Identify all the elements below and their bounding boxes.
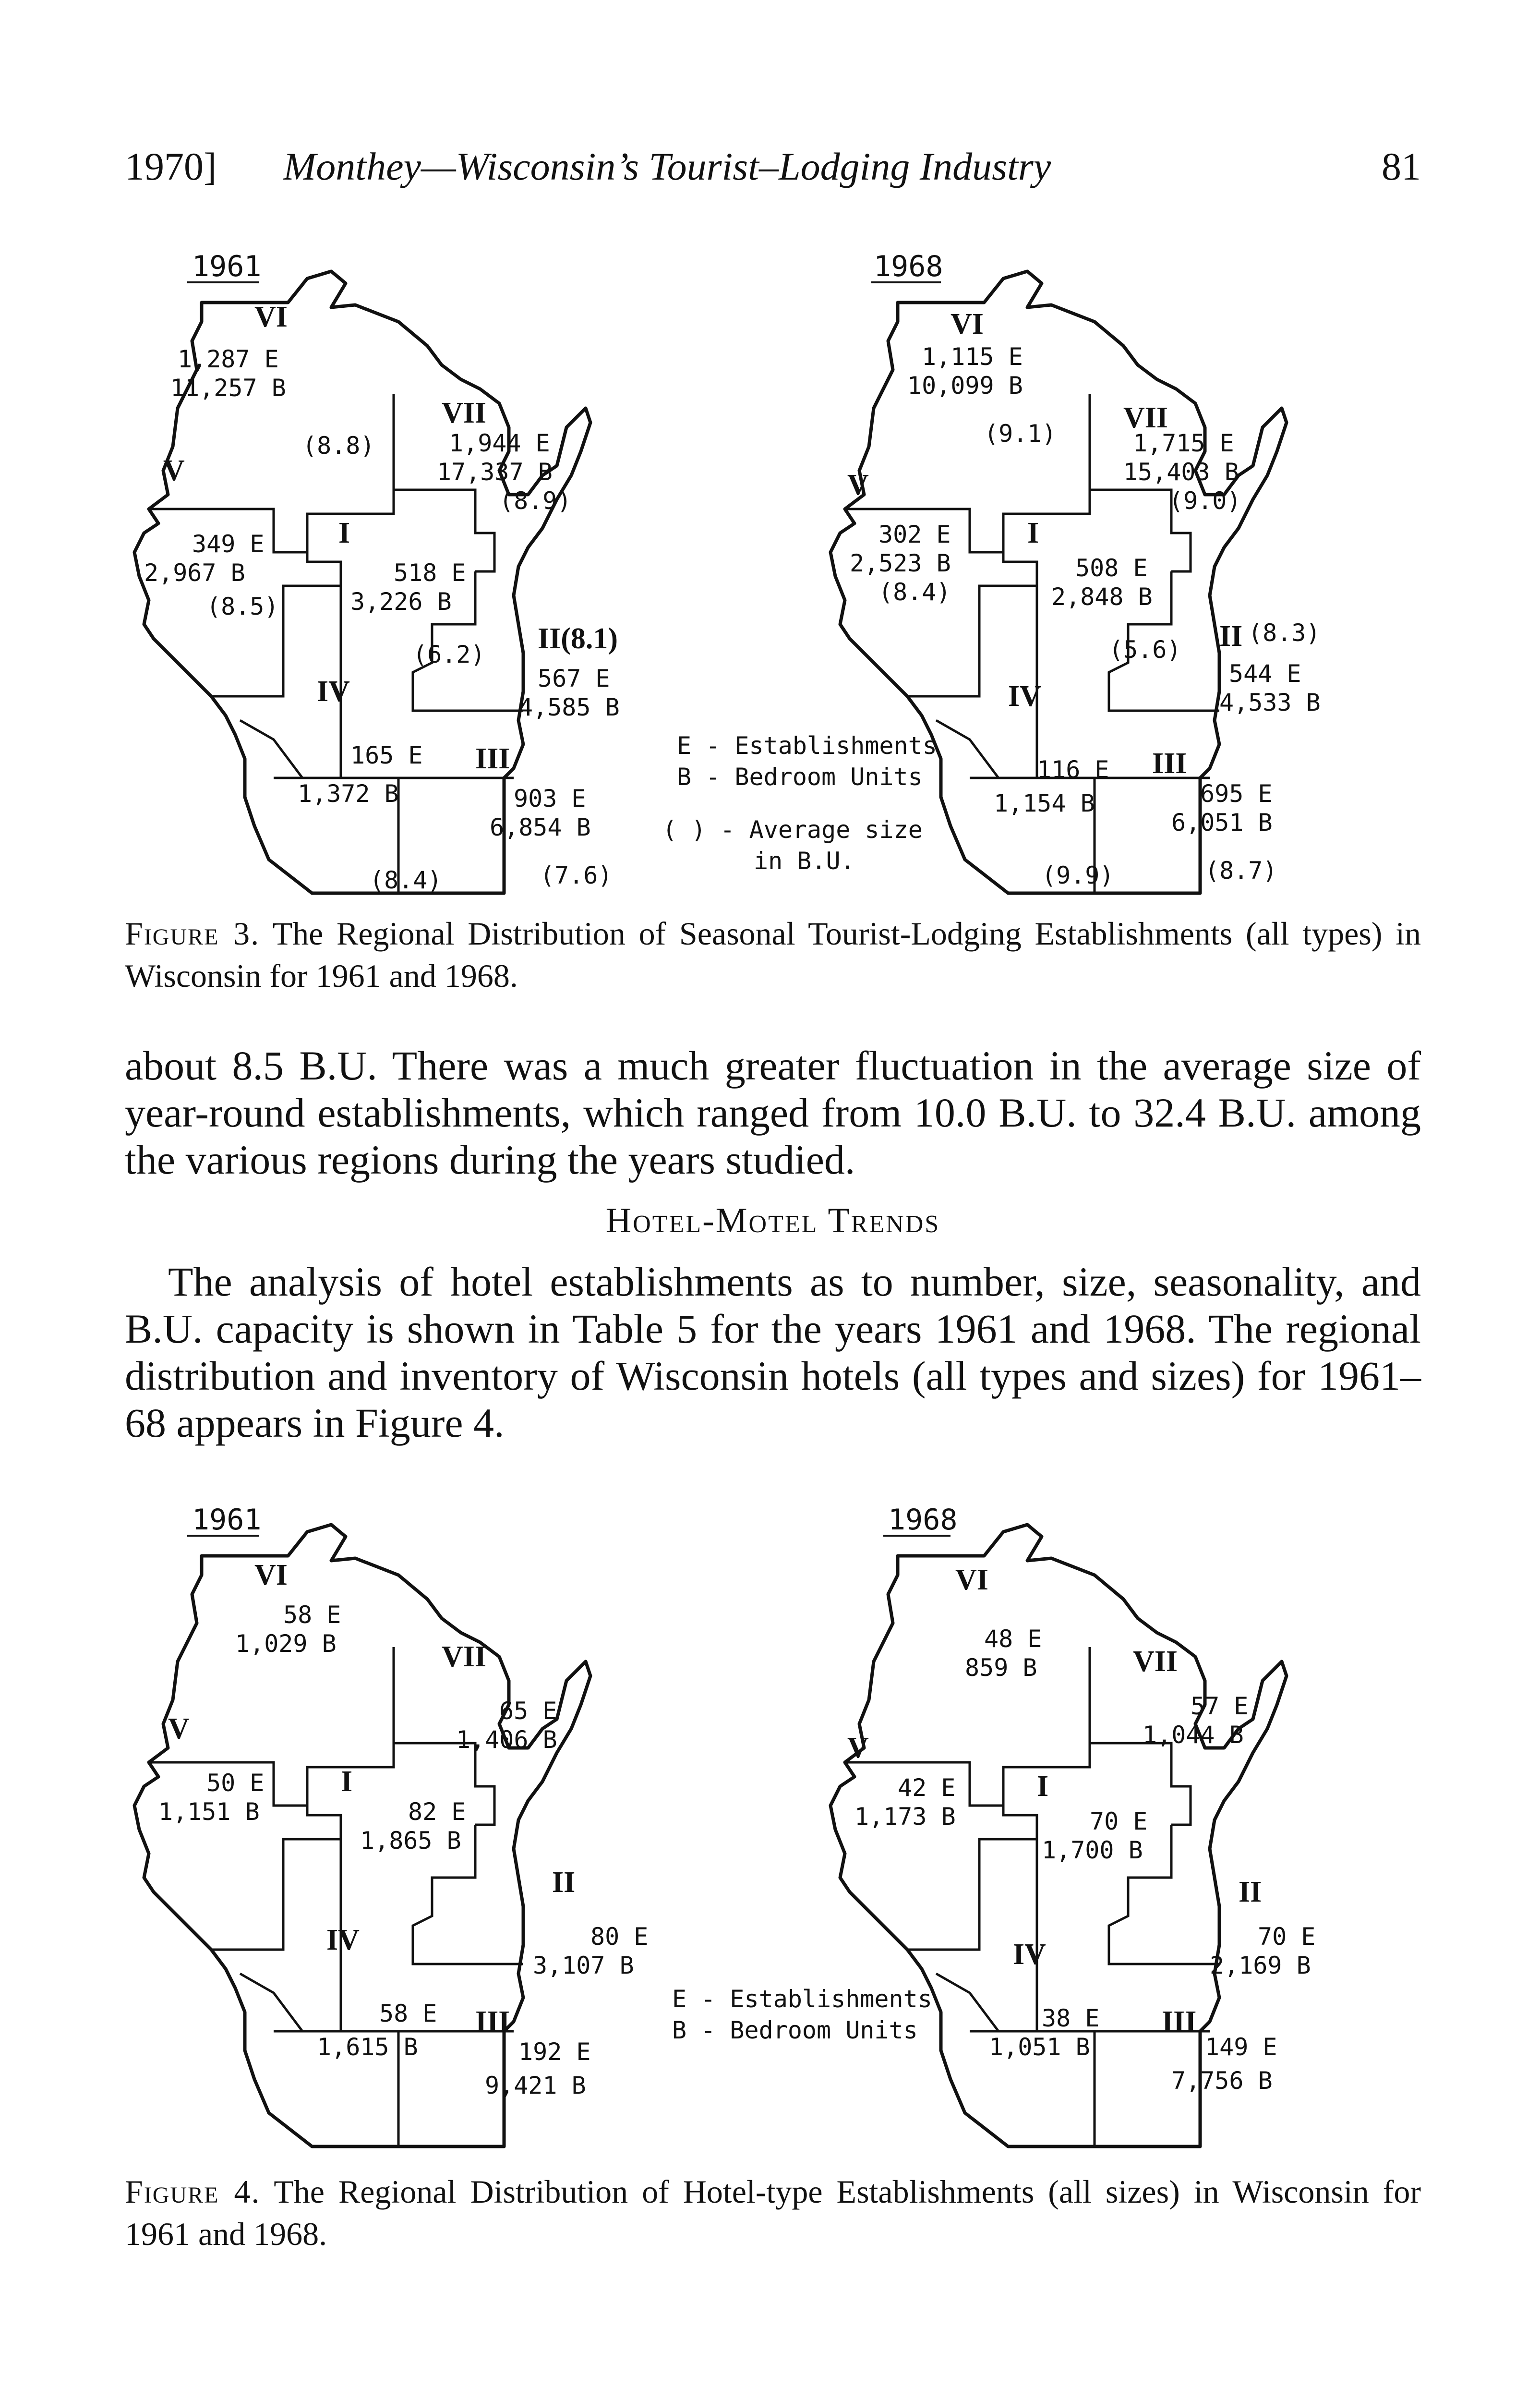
region-v-label: V [168,1712,190,1745]
fig3-legend [662,732,937,875]
region-vi-e: 1,287 E [178,345,279,373]
region-v-label: V [163,454,185,487]
region-vi-label: VI [955,1564,988,1596]
fig3-map-1961 [134,250,620,894]
region-v-avg: (8.5) [206,593,279,620]
region-vi-b: 1,029 B [235,1630,337,1658]
region-vii-avg: (9.0) [1169,487,1241,515]
region-vii-b: 17,337 B [437,458,553,486]
figure-4-caption [125,2171,1421,2255]
region-i-b: 1,865 B [360,1827,461,1855]
region-i-e: 508 E [1075,554,1148,582]
region-iv-e: 116 E [1037,756,1109,784]
region-iv-e: 58 E [379,2000,437,2027]
region-ii-label: II [1219,620,1243,653]
region-i-e: 82 E [408,1798,466,1826]
region-vii-b: 15,403 B [1123,458,1239,486]
region-vii-e: 1,944 E [449,429,550,457]
region-iv-b: 1,051 B [989,2033,1090,2061]
map-year: 1961 [192,250,262,283]
region-iii-b: 6,051 B [1171,809,1273,837]
section-heading: Hotel-Motel Trends [605,1201,940,1240]
region-v-e: 302 E [878,521,951,548]
region-iv-b: 1,372 B [298,780,399,808]
region-vi-b: 10,099 B [907,372,1023,400]
fig4-legend [672,1985,932,2044]
region-i-b: 1,700 B [1042,1836,1143,1864]
region-i-b: 3,226 B [350,588,452,616]
region-vi-e: 48 E [984,1625,1042,1653]
map-year: 1961 [192,1503,262,1537]
region-v-b: 1,151 B [158,1798,260,1826]
region-iii-b: 7,756 B [1171,2067,1273,2095]
body-paragraph-1: about 8.5 B.U. There was a much greater fluctuation in the average size of year-round establishments, which ranged from 10.0 B.U. to 32.4 B.U. among the various regions during the years studied. [125,1043,1421,1183]
region-vi-b: 859 B [965,1654,1037,1682]
region-v-label: V [847,1732,869,1764]
region-ii-label: II [552,1866,576,1899]
region-iv-label: IV [317,675,350,708]
region-vi-e: 58 E [283,1601,341,1629]
region-iv-label: IV [1008,680,1041,713]
region-iv-label: IV [326,1924,360,1956]
region-i-label: I [338,517,350,549]
region-ii-b: 4,533 B [1219,689,1321,716]
fig4-map-1968 [830,1503,1315,2146]
region-iii-b: 9,421 B [485,2072,586,2099]
region-ii-e: 70 E [1258,1923,1316,1951]
legend-avg-unit: in B.U. [754,847,855,875]
region-vii-label: VII [442,397,487,429]
fig4-map-1961 [134,1503,648,2146]
region-vi-avg: (9.1) [984,420,1057,448]
region-i-e: 70 E [1090,1807,1148,1835]
figure-4-label: Figure 4. [125,2173,261,2210]
region-vii-e: 57 E [1191,1692,1249,1720]
region-vi-avg: (8.8) [302,432,375,460]
map-year: 1968 [874,250,943,283]
region-iii-e: 149 E [1205,2033,1277,2061]
region-ii-label: II [1239,1876,1262,1908]
region-iv-e: 165 E [350,741,423,769]
region-v-b: 1,173 B [854,1803,956,1831]
region-v-e: 349 E [192,530,265,558]
region-iv-b: 1,154 B [994,789,1095,817]
region-ii-label: II(8.1) [538,622,618,655]
region-vii-e: 65 E [499,1697,557,1725]
region-v-e: 50 E [206,1769,265,1797]
region-v-e: 42 E [898,1774,956,1802]
body-paragraph-2: The analysis of hotel establishments as to number, size, seasonality, and B.U. capacity is shown in Table 5 for the years 1961 and 1968. The regional distribution and inventory of Wisconsin hotels (all types and sizes) for 1961–68 appears in Figure 4. [125,1259,1421,1446]
header-year: 1970] [125,145,217,188]
region-boundaries [149,1647,523,2146]
region-iii-avg: (7.6) [540,861,613,889]
region-vi-b: 11,257 B [170,374,286,402]
region-iii-e: 695 E [1200,780,1273,808]
region-vii-b: 1,044 B [1143,1721,1244,1749]
region-vii-e: 1,715 E [1133,429,1234,457]
region-ii-avg: (8.3) [1248,619,1321,647]
region-iii-label: III [1152,747,1187,780]
region-ii-e: 567 E [538,665,610,692]
region-vi-label: VI [950,308,984,340]
figure-4-caption-text: The Regional Distribution of Hotel-type Establishments (all sizes) in Wisconsin for 1961 and 1968. [125,2173,1421,2252]
region-vii-b: 1,406 B [456,1726,557,1754]
legend-b: B - Bedroom Units [672,2016,918,2044]
legend-e: E - Establishments [672,1985,932,2013]
region-iii-avg: (8.7) [1205,857,1277,885]
legend-avg: ( ) - Average size [662,816,923,844]
region-vi-label: VI [254,301,288,333]
region-vii-label: VII [1123,401,1168,434]
region-iii-e: 192 E [518,2038,591,2066]
region-iv-avg: (9.9) [1042,861,1114,889]
page-number: 81 [1382,145,1421,188]
region-ii-b: 4,585 B [518,693,620,721]
region-i-b: 2,848 B [1051,583,1153,611]
region-v-avg: (8.4) [878,578,951,606]
region-i-label: I [1037,1770,1049,1803]
fig3-map-1968 [830,250,1321,893]
region-vii-label: VII [442,1640,487,1673]
running-title: Monthey—Wisconsin’s Tourist–Lodging Industry [283,145,1051,188]
region-v-b: 2,523 B [850,549,951,577]
region-iii-b: 6,854 B [490,813,591,841]
region-i-label: I [1027,517,1039,549]
map-year: 1968 [888,1503,958,1537]
region-vi-e: 1,115 E [922,343,1023,371]
region-iv-e: 38 E [1042,2004,1100,2032]
figure-3-caption [125,912,1421,997]
region-vii-label: VII [1133,1645,1178,1678]
region-i-avg: (5.6) [1109,636,1181,664]
region-ii-e: 80 E [590,1923,649,1951]
region-i-avg: (6.2) [413,641,485,668]
region-vii-avg: (8.9) [499,487,572,515]
region-vi-label: VI [254,1559,288,1591]
region-iii-e: 903 E [514,785,586,812]
region-ii-b: 2,169 B [1210,1952,1311,1979]
region-iii-label: III [475,742,510,775]
figure-3-caption-text: The Regional Distribution of Seasonal Tourist-Lodging Establishments (all types) in Wisconsin for 1961 and 1968. [125,915,1421,994]
figure-3-label: Figure 3. [125,915,260,952]
region-iv-b: 1,615 B [317,2033,418,2061]
region-i-label: I [341,1765,353,1798]
region-iv-label: IV [1013,1938,1046,1971]
region-i-e: 518 E [394,559,466,587]
region-iii-label: III [475,2005,510,2038]
region-ii-b: 3,107 B [533,1952,634,1979]
region-ii-e: 544 E [1229,660,1301,688]
region-v-label: V [847,469,869,501]
region-iii-label: III [1162,2005,1197,2038]
region-iv-avg: (8.4) [370,866,442,894]
legend-b: B - Bedroom Units [677,763,923,791]
legend-e: E - Establishments [677,732,937,760]
region-v-b: 2,967 B [144,559,245,587]
